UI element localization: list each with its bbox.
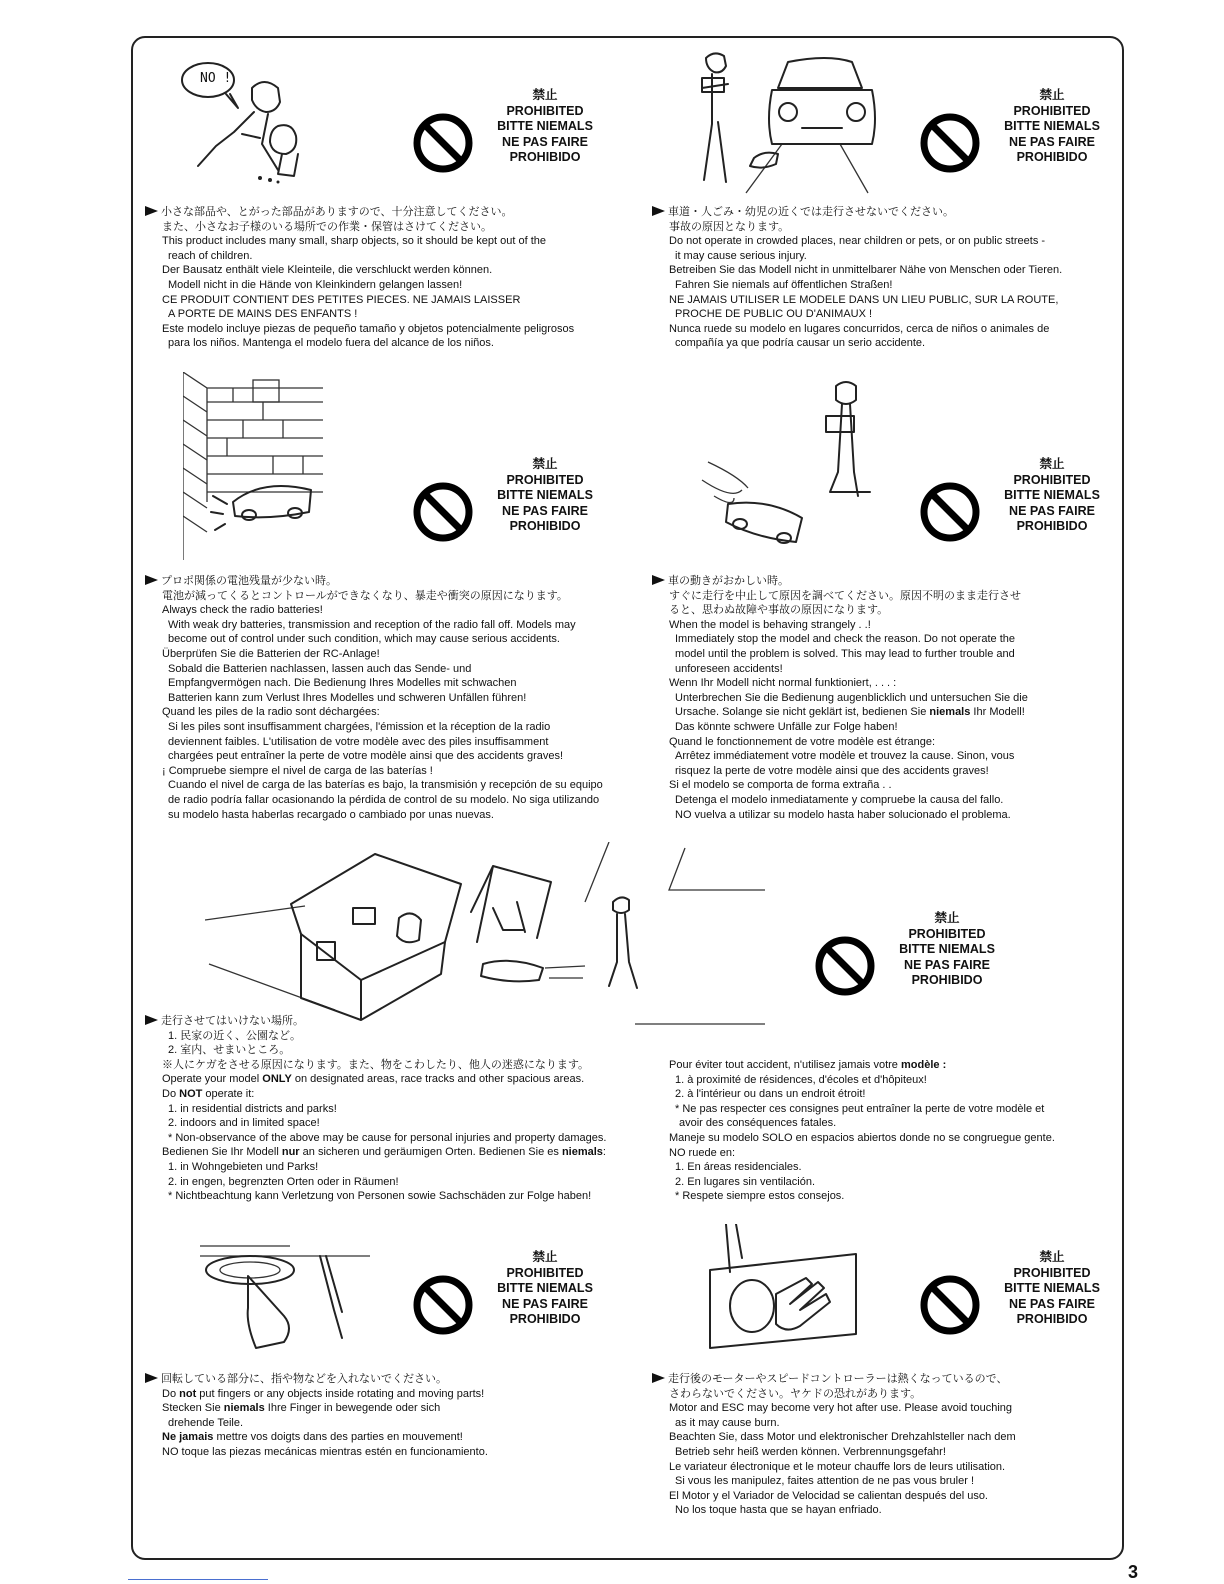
prohibited-icon	[413, 1275, 473, 1335]
sign-label-en: PROHIBITED	[1013, 103, 1091, 118]
sign-label-de: BITTE NIEMALS	[497, 488, 593, 502]
prohibited-sign	[815, 911, 1015, 1021]
arrow-bullet-icon	[145, 1373, 158, 1383]
prohibited-sign	[413, 457, 613, 567]
sign-label-jp: 禁止	[532, 457, 558, 471]
warning-prohibited-locations-fr-es: Pour éviter tout accident, n'utilisez jamais votre modèle : 1. à proximité de résidences, d'écoles et d'hôpiteux! 2. à l'intérieur ou dans un endroit étroit! * Ne pas respecter ces consignes peut entraîner la perte de votre modèle et avoir des conséquences fatales. Maneje su modelo SOLO en espacios abiertos donde no se congruegue gente. NO ruede en: 1. En áreas residenciales. 2. En lugares sin ventilación. * Respete siempre estos consejos.	[669, 1059, 1055, 1203]
sign-label-de: BITTE NIEMALS	[1004, 1281, 1100, 1295]
sign-label-de: BITTE NIEMALS	[497, 119, 593, 133]
sign-label-jp: 禁止	[532, 1250, 558, 1264]
arrow-bullet-icon	[652, 575, 665, 585]
sign-label-es: PROHIBIDO	[1016, 1312, 1088, 1326]
illustration-residential-area	[205, 842, 775, 1032]
warning-public-places: 車道・人ごみ・幼児の近くでは走行させないでください。 事故の原因となります。 Do not operate in crowded places, near children or pets, or on public streets - it may cause serious injury. Betreiben Sie das Modell nicht in unmittelbarer Nähe von Menschen oder Tieren. Fahren Sie niemals auf öffentlichen Straßen! NE JAMAIS UTILISER LE MODELE DANS UN LIEU PUBLIC, SUR LA ROUTE, PROCHE DE PUBLIC OU D'ANIMAUX ! Nunca ruede su modelo en lugares concurridos, cerca de niños o animales de compañía ya que podría causar un serio accidente.	[652, 205, 1062, 351]
arrow-bullet-icon	[652, 206, 665, 216]
sign-label-es: PROHIBIDO	[1016, 519, 1088, 533]
sign-label-es: PROHIBIDO	[509, 1312, 581, 1326]
prohibited-sign	[920, 1250, 1120, 1360]
warning-strange-behavior: 車の動きがおかしい時。 すぐに走行を中止して原因を調べてください。原因不明のまま走行させ ると、思わぬ故障や事故の原因になります。 When the model is behaving strangely . .! Immediately stop the model and check the reason. Do not operate the model until the problem is solved. This may lead to further trouble and unforeseen accidents! Wenn Ihr Modell nicht normal funktioniert, . . . : Unterbrechen Sie die Bedienung augenblicklich und untersuchen Sie die Ursache. Solange sie nicht geklärt ist, bedienen Sie niemals Ihr Modell! Das könnte schwere Unfälle zur Folge haben! Quand le fonctionnement de votre modèle est étrange: Arrêtez immédiatement votre modèle et trouvez la cause. Sinon, vous risquez la perte de votre modèle ainsi que des accidents graves! Si el modelo se comporta de forma extraña . . Detenga el modelo inmediatamente y compruebe la causa del fallo. NO vuelva a utilizar su modelo hasta haber solucionado el problema.	[652, 574, 1028, 822]
prohibited-icon	[920, 113, 980, 173]
arrow-bullet-icon	[145, 575, 158, 585]
sign-label-es: PROHIBIDO	[509, 519, 581, 533]
sign-label-en: PROHIBITED	[1013, 472, 1091, 487]
sign-label-en: PROHIBITED	[908, 926, 986, 941]
sign-label-en: PROHIBITED	[506, 472, 584, 487]
prohibited-icon	[920, 482, 980, 542]
sign-label-fr: NE PAS FAIRE	[1009, 134, 1095, 149]
prohibited-sign	[413, 1250, 613, 1360]
no-speech-text: NO !	[200, 71, 232, 86]
warning-radio-batteries: プロポ関係の電池残量が少ない時。 電池が減ってくるとコントロールができなくなり、暴走や衝突の原因になります。 Always check the radio batteries! With weak dry batteries, transmission and reception of the radio fall off. Models may become out of control under such condition, which may cause serious accidents. Überprüfen Sie die Batterien der RC-Anlage! Sobald die Batterien nachlassen, lassen auch das Sende- und Empfangvermögen nach. Die Bedienung Ihres Modelles mit schwachen Batterien kann zum Verlust Ihres Modelles und schweren Unfällen führen! Quand les piles de la radio sont déchargées: Si les piles sont insuffisamment chargées, l'émission et la réception de la radio deviennent faibles. L'utilisation de votre modèle avec des piles insuffisamment chargées peut entraîner la perte de votre modèle ainsi que des accidents graves! ¡ Compruebe siempre el nivel de carga de las baterías ! Cuando el nivel de carga de las baterías es bajo, la transmisión y recepción de su equipo de radio podría fallar ocasionando la pérdida de control de su modelo. No siga utilizando su modelo hasta haberlas recargado o cambiado por unas nuevas.	[145, 574, 603, 822]
sign-label-jp: 禁止	[1039, 457, 1065, 471]
illustration-wall-crash	[183, 372, 323, 560]
sign-label-de: BITTE NIEMALS	[899, 942, 995, 956]
illustration-rotating-parts	[200, 1232, 372, 1352]
illustration-car-malfunction	[698, 376, 898, 564]
prohibited-sign	[920, 88, 1120, 198]
arrow-bullet-icon	[145, 206, 158, 216]
prohibited-icon	[920, 1275, 980, 1335]
sign-label-es: PROHIBIDO	[509, 150, 581, 164]
arrow-bullet-icon	[145, 1015, 158, 1025]
page-number: 3	[1127, 1562, 1138, 1582]
sign-label-fr: NE PAS FAIRE	[502, 134, 588, 149]
illustration-child-small-parts	[178, 56, 303, 186]
sign-label-fr: NE PAS FAIRE	[502, 503, 588, 518]
arrow-bullet-icon	[652, 1373, 665, 1383]
illustration-public-road	[690, 48, 890, 196]
sign-label-de: BITTE NIEMALS	[1004, 488, 1100, 502]
illustration-hot-motor	[706, 1224, 858, 1356]
prohibited-icon	[815, 936, 875, 996]
sign-label-fr: NE PAS FAIRE	[1009, 503, 1095, 518]
warning-hot-motor: 走行後のモーターやスピードコントローラーは熱くなっているので、 さわらないでください。ヤケドの恐れがあります。 Motor and ESC may become very hot after use. Please avoid touching as it may cause burn. Beachten Sie, dass Motor und elektronischer Drehzahlsteller nach dem Betrieb sehr heiß werden können. Verbrennungsgefahr! Le variateur électronique et le moteur chauffe lors de leurs utilisation. Si vous les manipulez, faites attention de ne pas vous bruler ! El Motor y el Variador de Velocidad se calientan después del uso. No los toque hasta que se hayan enfriado.	[652, 1372, 1016, 1518]
sign-label-fr: NE PAS FAIRE	[904, 957, 990, 972]
sign-label-jp: 禁止	[1039, 1250, 1065, 1264]
sign-label-fr: NE PAS FAIRE	[502, 1296, 588, 1311]
prohibited-icon	[413, 482, 473, 542]
warning-prohibited-locations: 走行させてはいけない場所。 1. 民家の近く、公園など。 2. 室内、せまいところ。 ※人にケガをさせる原因になります。また、物をこわしたり、他人の迷惑になります。 Operate your model ONLY on designated areas, race tracks and other spacious areas. Do NOT operate it: 1. in residential districts and parks! 2. indoors and in limited space! * Non-observance of the above may be cause for personal injuries and property damages. Bedienen Sie Ihr Modell nur an sicheren und geräumigen Orten. Bedienen Sie es niemals: 1. in Wohngebieten und Parks! 2. in engen, begrenzten Orten oder in Räumen! * Nichtbeachtung kann Verletzung von Personen sowie Sachschäden zur Folge haben!	[145, 1014, 606, 1204]
prohibited-icon	[413, 113, 473, 173]
sign-label-jp: 禁止	[934, 911, 960, 925]
sign-label-fr: NE PAS FAIRE	[1009, 1296, 1095, 1311]
prohibited-sign	[413, 88, 613, 198]
sign-label-jp: 禁止	[532, 88, 558, 102]
sign-label-de: BITTE NIEMALS	[497, 1281, 593, 1295]
warning-small-parts: 小さな部品や、とがった部品がありますので、十分注意してください。 また、小さなお子様のいる場所での作業・保管はさけてください。 This product includes many small, sharp objects, so it should be kept out of the reach of children. Der Bausatz enthält viele Kleinteile, die verschluckt werden können. Modell nicht in die Hände von Kleinkindern gelangen lassen! CE PRODUIT CONTIENT DES PETITES PIECES. NE JAMAIS LAISSER A PORTE DE MAINS DES ENFANTS ! Este modelo incluye piezas de pequeño tamaño y objetos potencialmente peligrosos para los niños. Mantenga el modelo fuera del alcance de los niños.	[145, 205, 574, 351]
sign-label-es: PROHIBIDO	[911, 973, 983, 987]
footer-rule	[128, 1579, 268, 1580]
sign-label-en: PROHIBITED	[506, 1265, 584, 1280]
sign-label-de: BITTE NIEMALS	[1004, 119, 1100, 133]
sign-label-en: PROHIBITED	[506, 103, 584, 118]
sign-label-es: PROHIBIDO	[1016, 150, 1088, 164]
sign-label-en: PROHIBITED	[1013, 1265, 1091, 1280]
sign-label-jp: 禁止	[1039, 88, 1065, 102]
warning-rotating-parts: 回転している部分に、指や物などを入れないでください。 Do not put fingers or any objects inside rotating and moving parts! Stecken Sie niemals Ihre Finger in bewegende oder sich drehende Teile. Ne jamais mettre vos doigts dans des parties en mouvement! NO toque las piezas mecánicas mientras estén en funcionamiento.	[145, 1372, 488, 1460]
prohibited-sign	[920, 457, 1120, 567]
